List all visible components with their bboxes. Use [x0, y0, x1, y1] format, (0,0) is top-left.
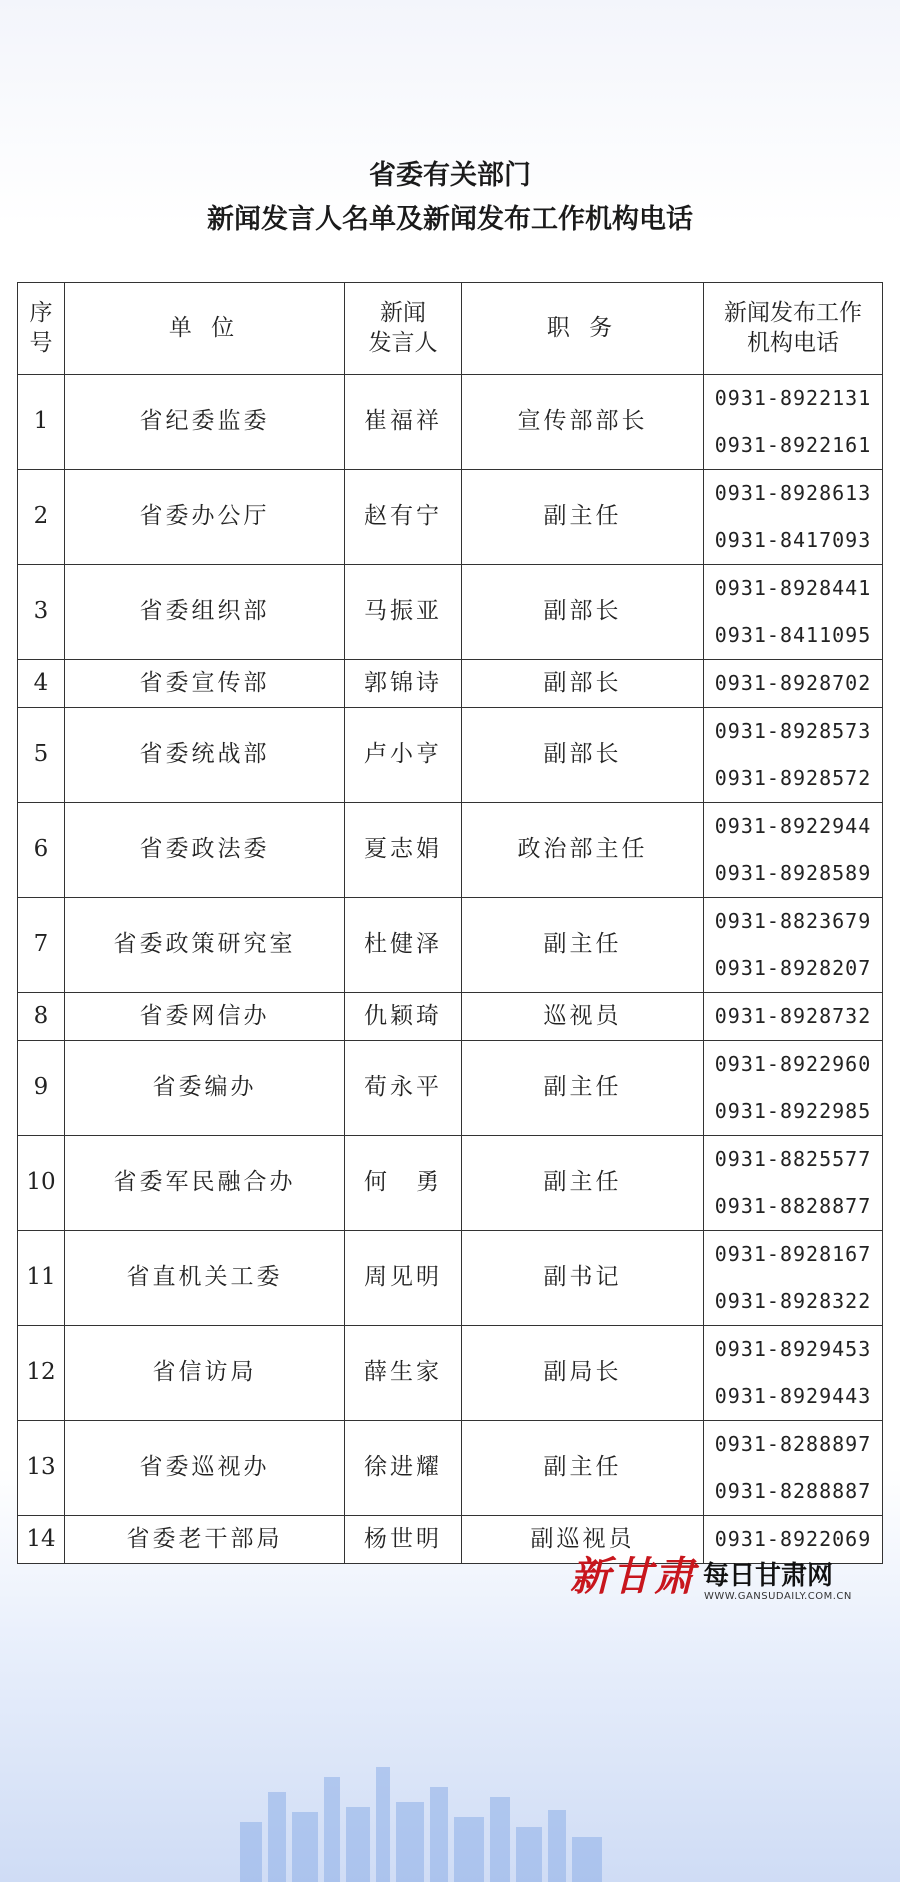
row-spokesman: 马振亚 [345, 565, 462, 660]
phone-number: 0931-8922069 [714, 1527, 872, 1551]
row-unit: 省委政策研究室 [65, 898, 345, 993]
table-row [18, 1136, 883, 1231]
phone-number: 0931-8922960 [714, 1052, 872, 1076]
row-seq: 3 [18, 565, 65, 660]
phone-number: 0931-8928167 [714, 1242, 872, 1266]
city-skyline-decoration [0, 1762, 900, 1882]
row-seq: 13 [18, 1421, 65, 1516]
header-phone: 新闻发布工作 机构电话 [704, 283, 883, 375]
phone-number: 0931-8288887 [714, 1479, 872, 1503]
row-seq: 1 [18, 375, 65, 470]
row-phones [704, 803, 883, 898]
row-phones [704, 470, 883, 565]
row-unit: 省直机关工委 [65, 1231, 345, 1326]
row-phones [704, 660, 883, 708]
row-position: 政治部主任 [462, 803, 704, 898]
table-row [18, 565, 883, 660]
row-seq: 11 [18, 1231, 65, 1326]
row-position: 巡视员 [462, 993, 704, 1041]
row-unit: 省委政法委 [65, 803, 345, 898]
row-phones [704, 375, 883, 470]
phone-number: 0931-8929453 [714, 1337, 872, 1361]
table-row [18, 660, 883, 708]
table-row [18, 708, 883, 803]
table-row [18, 1041, 883, 1136]
row-unit: 省委网信办 [65, 993, 345, 1041]
logo-script: 新甘肃 [570, 1553, 696, 1600]
row-position: 副部长 [462, 565, 704, 660]
row-phones [704, 565, 883, 660]
row-unit: 省委军民融合办 [65, 1136, 345, 1231]
row-phones [704, 1231, 883, 1326]
document-title: 省委有关部门 [369, 160, 531, 191]
row-seq: 6 [18, 803, 65, 898]
table-row [18, 803, 883, 898]
row-position: 副主任 [462, 470, 704, 565]
row-unit: 省委组织部 [65, 565, 345, 660]
row-phones [704, 898, 883, 993]
header-unit: 单 位 [65, 283, 345, 375]
row-spokesman: 仇颖琦 [345, 993, 462, 1041]
row-spokesman: 徐进耀 [345, 1421, 462, 1516]
row-position: 副主任 [462, 898, 704, 993]
table-row [18, 470, 883, 565]
phone-number: 0931-8922944 [714, 814, 872, 838]
row-spokesman: 卢小亨 [345, 708, 462, 803]
phone-number: 0931-8928441 [714, 576, 872, 600]
row-unit: 省委办公厅 [65, 470, 345, 565]
spokesman-table [17, 282, 883, 1564]
phone-number: 0931-8922985 [714, 1099, 872, 1123]
row-seq: 7 [18, 898, 65, 993]
row-phones [704, 708, 883, 803]
phone-number: 0931-8922161 [714, 433, 872, 457]
row-spokesman: 郭锦诗 [345, 660, 462, 708]
row-unit: 省委老干部局 [65, 1516, 345, 1564]
header-position: 职 务 [462, 283, 704, 375]
logo-name: 每日甘肃网 [703, 1561, 834, 1591]
row-position: 副主任 [462, 1136, 704, 1231]
row-unit: 省委编办 [65, 1041, 345, 1136]
row-position: 副主任 [462, 1041, 704, 1136]
row-position: 宣传部部长 [462, 375, 704, 470]
table-header-row [18, 283, 883, 375]
phone-number: 0931-8928613 [714, 481, 872, 505]
row-spokesman: 何 勇 [345, 1136, 462, 1231]
row-unit: 省委巡视办 [65, 1421, 345, 1516]
document-subtitle: 新闻发言人名单及新闻发布工作机构电话 [207, 204, 693, 235]
row-phones [704, 993, 883, 1041]
row-phones [704, 1326, 883, 1421]
row-position: 副部长 [462, 708, 704, 803]
phone-number: 0931-8417093 [714, 528, 872, 552]
header-spokesman: 新闻 发言人 [345, 283, 462, 375]
phone-number: 0931-8928207 [714, 956, 872, 980]
phone-number: 0931-8828877 [714, 1194, 872, 1218]
row-seq: 4 [18, 660, 65, 708]
row-spokesman: 崔福祥 [345, 375, 462, 470]
phone-number: 0931-8928573 [714, 719, 872, 743]
row-unit: 省纪委监委 [65, 375, 345, 470]
row-seq: 10 [18, 1136, 65, 1231]
table-row [18, 1231, 883, 1326]
row-phones [704, 1136, 883, 1231]
logo-url: WWW.GANSUDAILY.COM.CN [704, 1591, 852, 1602]
row-seq: 8 [18, 993, 65, 1041]
table-row [18, 993, 883, 1041]
row-spokesman: 周见明 [345, 1231, 462, 1326]
phone-number: 0931-8928589 [714, 861, 872, 885]
row-position: 副巡视员 [462, 1516, 704, 1564]
header-seq: 序 号 [18, 283, 65, 375]
table-row [18, 1326, 883, 1421]
row-unit: 省委统战部 [65, 708, 345, 803]
row-spokesman: 杨世明 [345, 1516, 462, 1564]
row-spokesman: 赵有宁 [345, 470, 462, 565]
phone-number: 0931-8411095 [714, 623, 872, 647]
row-position: 副书记 [462, 1231, 704, 1326]
phone-number: 0931-8928572 [714, 766, 872, 790]
row-seq: 9 [18, 1041, 65, 1136]
phone-number: 0931-8928702 [714, 671, 872, 695]
row-phones [704, 1421, 883, 1516]
row-seq: 12 [18, 1326, 65, 1421]
table-row [18, 1421, 883, 1516]
phone-number: 0931-8929443 [714, 1384, 872, 1408]
phone-number: 0931-8823679 [714, 909, 872, 933]
phone-number: 0931-8928732 [714, 1004, 872, 1028]
site-logo [570, 1545, 870, 1620]
phone-number: 0931-8825577 [714, 1147, 872, 1171]
phone-number: 0931-8928322 [714, 1289, 872, 1313]
row-unit: 省信访局 [65, 1326, 345, 1421]
row-spokesman: 荀永平 [345, 1041, 462, 1136]
phone-number: 0931-8922131 [714, 386, 872, 410]
row-seq: 2 [18, 470, 65, 565]
row-position: 副部长 [462, 660, 704, 708]
row-spokesman: 杜健泽 [345, 898, 462, 993]
row-unit: 省委宣传部 [65, 660, 345, 708]
row-seq: 14 [18, 1516, 65, 1564]
row-spokesman: 薛生家 [345, 1326, 462, 1421]
phone-number: 0931-8288897 [714, 1432, 872, 1456]
table-row [18, 898, 883, 993]
table-row [18, 375, 883, 470]
row-phones [704, 1041, 883, 1136]
row-spokesman: 夏志娟 [345, 803, 462, 898]
row-position: 副局长 [462, 1326, 704, 1421]
row-position: 副主任 [462, 1421, 704, 1516]
row-seq: 5 [18, 708, 65, 803]
